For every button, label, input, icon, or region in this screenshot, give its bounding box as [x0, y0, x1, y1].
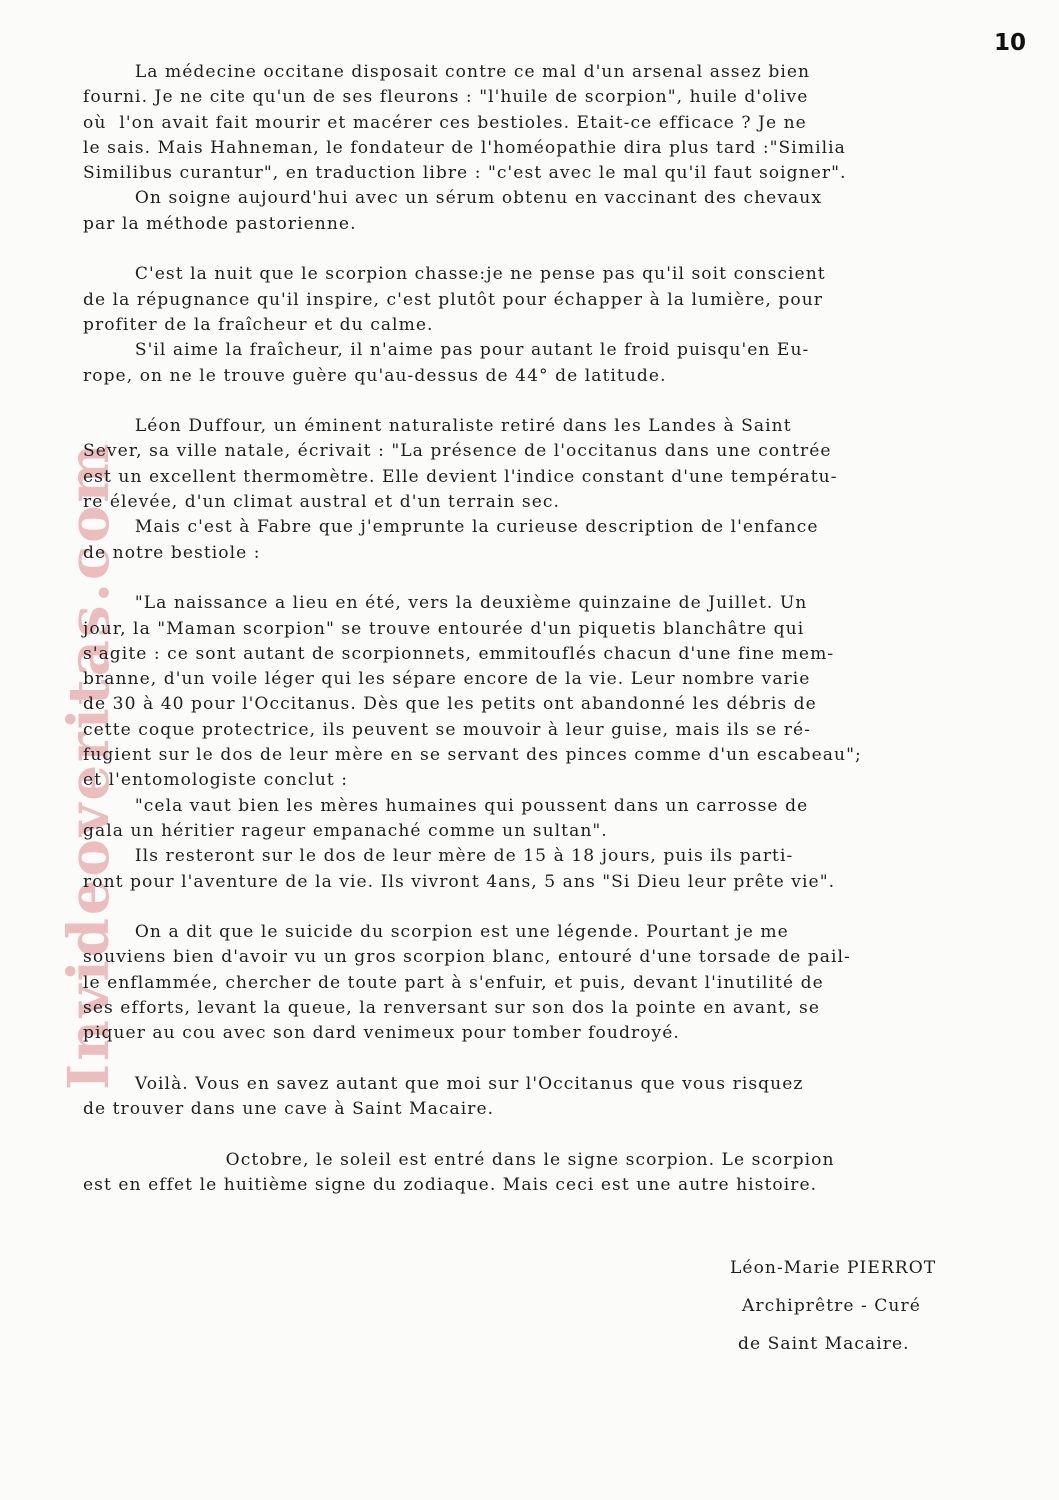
text-line: souviens bien d'avoir vu un gros scorpion blanc, entouré d'une torsade de pail-: [83, 947, 851, 968]
text-line: branne, d'un voile léger qui les sépare encore de la vie. Leur nombre varie: [83, 669, 811, 690]
signature-place: de Saint Macaire.: [738, 1334, 910, 1354]
text-line: jour, la "Maman scorpion" se trouve entourée d'un piquetis blanchâtre qui: [83, 618, 805, 639]
text-line: de la répugnance qu'il inspire, c'est plutôt pour échapper à la lumière, pour: [83, 289, 824, 310]
watermark: Invideoveritas.com: [56, 440, 122, 1090]
text-line: On a dit que le suicide du scorpion est une légende. Pourtant je me: [83, 922, 789, 943]
text-line: s'agite : ce sont autant de scorpionnets, emmitouflés chacun d'une fine mem-: [83, 643, 835, 664]
text-line: cette coque protectrice, ils peuvent se mouvoir à leur guise, mais ils se ré-: [83, 719, 811, 740]
text-line: Sever, sa ville natale, écrivait : "La présence de l'occitanus dans une contrée: [83, 441, 832, 462]
text-line: "La naissance a lieu en été, vers la deuxième quinzaine de Juillet. Un: [83, 593, 808, 614]
text-line: est un excellent thermomètre. Elle devient l'indice constant d'une températu-: [83, 466, 838, 487]
text-line: ses efforts, levant la queue, la renversant sur son dos la pointe en avant, se: [83, 997, 821, 1018]
text-line: le sais. Mais Hahneman, le fondateur de l'homéopathie dira plus tard :"Similia: [83, 137, 846, 158]
text-line: de notre bestiole :: [83, 542, 261, 563]
text-line: Léon Duffour, un éminent naturaliste retiré dans les Landes à Saint: [83, 416, 792, 437]
text-line: par la méthode pastorienne.: [83, 213, 357, 234]
text-line: et l'entomologiste conclut :: [83, 770, 349, 791]
text-line: où l'on avait fait mourir et macérer ces bestioles. Etait-ce efficace ? Je ne: [83, 112, 807, 133]
text-line: ront pour l'aventure de la vie. Ils vivront 4ans, 5 ans "Si Dieu leur prête vie".: [83, 871, 836, 892]
text-line: Voilà. Vous en savez autant que moi sur l'Occitanus que vous risquez: [83, 1073, 804, 1094]
text-line: de trouver dans une cave à Saint Macaire.: [83, 1099, 495, 1120]
signature-name: Léon-Marie PIERROT: [730, 1258, 937, 1278]
text-line: "cela vaut bien les mères humaines qui poussent dans un carrosse de: [83, 795, 809, 816]
text-line: gala un héritier rageur empanaché comme un sultan".: [83, 820, 608, 841]
signature-block: [730, 1249, 936, 1363]
text-line: re élevée, d'un climat austral et d'un terrain sec.: [83, 492, 560, 513]
text-line: de 30 à 40 pour l'Occitanus. Dès que les petits ont abandonné les débris de: [83, 694, 817, 715]
paragraph-gap: [83, 895, 1003, 920]
signature-title: Archiprêtre - Curé: [742, 1296, 921, 1316]
letter-body: [83, 60, 1003, 1198]
text-line: rope, on ne le trouve guère qu'au-dessus de 44° de latitude.: [83, 365, 667, 386]
paragraph-gap: [83, 1122, 1003, 1147]
text-line: C'est la nuit que le scorpion chasse:je ne pense pas qu'il soit conscient: [83, 264, 826, 285]
text-line: Ils resteront sur le dos de leur mère de 15 à 18 jours, puis ils parti-: [83, 846, 794, 867]
text-line: Similibus curantur", en traduction libre : "c'est avec le mal qu'il faut soigner".: [83, 163, 847, 184]
paragraph-gap: [83, 237, 1003, 262]
text-line: piquer au cou avec son dard venimeux pour tomber foudroyé.: [83, 1023, 680, 1044]
paragraph-gap: [83, 389, 1003, 414]
paragraph-gap: [83, 566, 1003, 591]
text-line: Mais c'est à Fabre que j'emprunte la curieuse description de l'enfance: [83, 517, 819, 538]
text-line: profiter de la fraîcheur et du calme.: [83, 314, 434, 335]
text-line: fourni. Je ne cite qu'un de ses fleurons : "l'huile de scorpion", huile d'olive: [83, 87, 809, 108]
text-line: On soigne aujourd'hui avec un sérum obtenu en vaccinant des chevaux: [83, 188, 823, 209]
text-line: est en effet le huitième signe du zodiaque. Mais ceci est une autre histoire.: [83, 1175, 818, 1196]
text-line: La médecine occitane disposait contre ce mal d'un arsenal assez bien: [83, 62, 811, 82]
paragraph-gap: [83, 1047, 1003, 1072]
page-number: 10: [994, 30, 1027, 56]
text-line: S'il aime la fraîcheur, il n'aime pas pour autant le froid puisqu'en Eu-: [83, 340, 810, 361]
text-line: fugient sur le dos de leur mère en se servant des pinces comme d'un escabeau";: [83, 745, 862, 766]
text-line: Octobre, le soleil est entré dans le signe scorpion. Le scorpion: [83, 1149, 835, 1170]
text-line: le enflammée, chercher de toute part à s'enfuir, et puis, devant l'inutilité de: [83, 972, 824, 993]
